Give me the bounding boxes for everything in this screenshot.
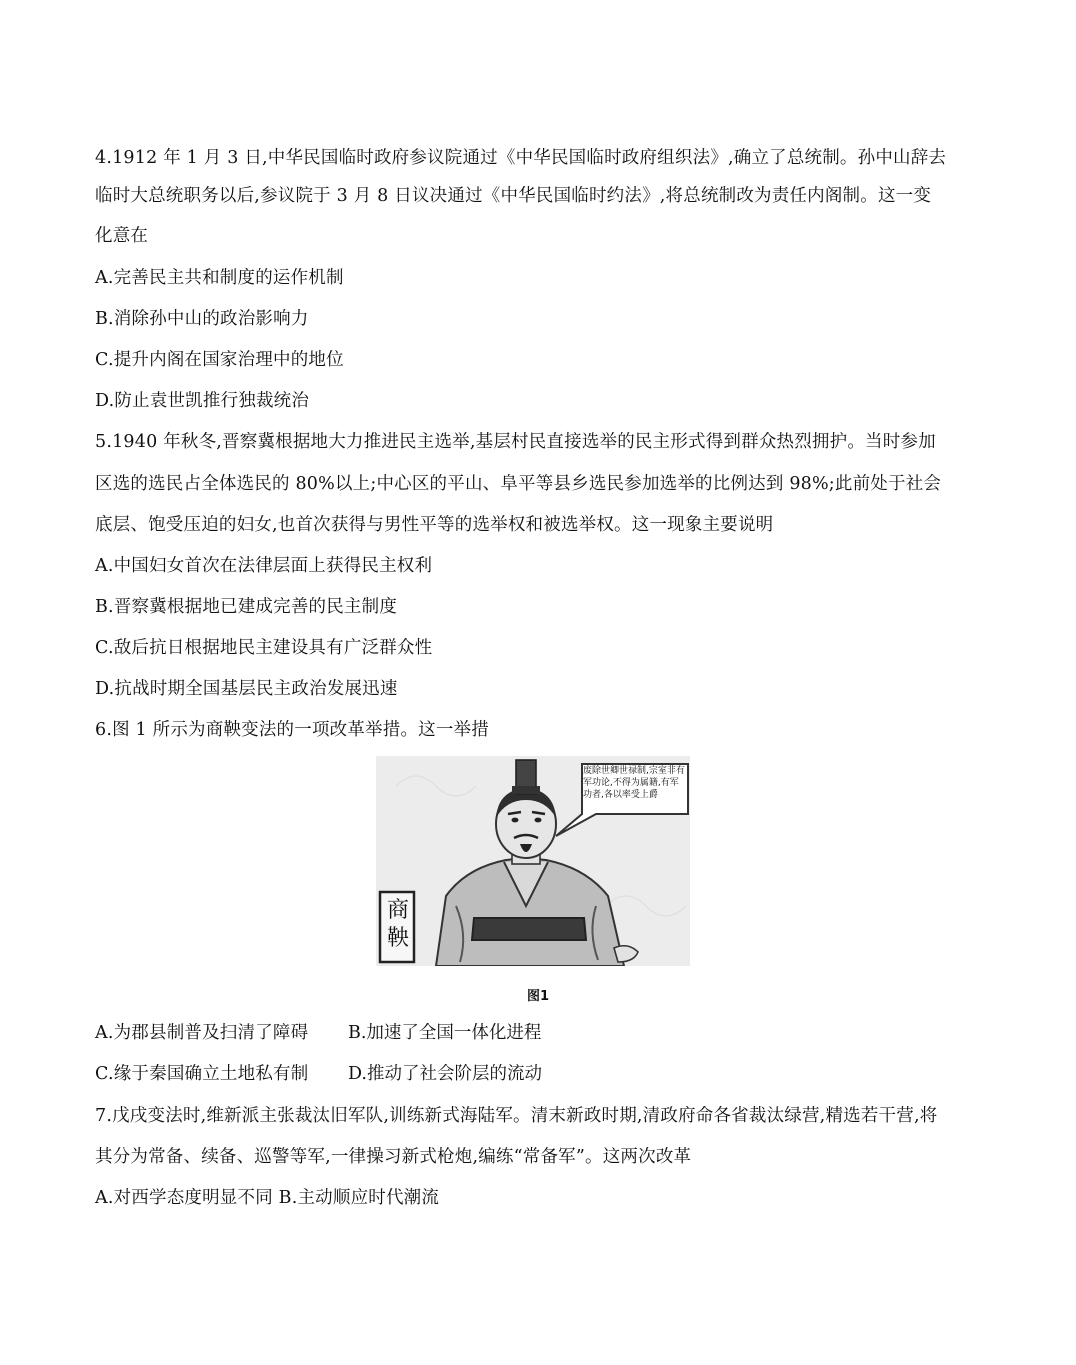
figure-name-label: 商鞅 [386,898,409,951]
q6-option-a: A.为郡县制普及扫清了障碍 [95,1023,309,1043]
q4-stem-line-3: 化意在 [95,226,149,246]
q5-option-d: D.抗战时期全国基层民主政治发展迅速 [95,679,398,699]
q4-option-b: B.消除孙中山的政治影响力 [95,309,309,329]
q4-option-c: C.提升内阁在国家治理中的地位 [95,350,344,370]
q5-stem-line-1: 5.1940 年秋冬,晋察冀根据地大力推进民主选举,基层村民直接选举的民主形式得到群众热烈拥护。当时参加 [95,432,936,452]
q4-stem-line-2: 临时大总统职务以后,参议院于 3 月 8 日议决通过《中华民国临时约法》,将总统制改为责任内阁制。这一变 [95,186,932,206]
q5-option-c: C.敌后抗日根据地民主建设具有广泛群众性 [95,638,433,658]
q5-stem-line-3: 底层、饱受压迫的妇女,也首次获得与男性平等的选举权和被选举权。这一现象主要说明 [95,515,774,535]
q7-options-line: A.对西学态度明显不同 B.主动顺应时代潮流 [95,1188,440,1208]
q4-option-a: A.完善民主共和制度的运作机制 [95,268,344,288]
q6-stem: 6.图 1 所示为商鞅变法的一项改革举措。这一举措 [95,720,489,740]
figure-caption: 图1 [526,989,550,1004]
q6-option-b: B.加速了全国一体化进程 [348,1023,542,1043]
q5-stem-line-2: 区选的选民占全体选民的 80%以上;中心区的平山、阜平等县乡选民参加选举的比例达到 98%;此前处于社会 [95,474,942,494]
q4-option-d: D.防止袁世凯推行独裁统治 [95,391,310,411]
q7-stem-line-1: 7.戊戌变法时,维新派主张裁汰旧军队,训练新式海陆军。清末新政时期,清政府命各省裁汰绿营,精选若干营,将 [95,1106,938,1126]
q5-option-b: B.晋察冀根据地已建成完善的民主制度 [95,597,398,617]
speech-bubble-text: 废除世卿世禄制,宗室非有军功论,不得为属籍,有军功者,各以率受上爵 [583,766,685,800]
q4-stem-line-1: 4.1912 年 1 月 3 日,中华民国临时政府参议院通过《中华民国临时政府组织法》,确立了总统制。孙中山辞去 [95,148,947,168]
q6-option-c: C.缘于秦国确立土地私有制 [95,1064,309,1084]
q5-option-a: A.中国妇女首次在法律层面上获得民主权利 [95,556,433,576]
q7-stem-line-2: 其分为常备、续备、巡警等军,一律操习新式枪炮,编练“常备军”。这两次改革 [95,1147,692,1167]
q6-option-d: D.推动了社会阶层的流动 [348,1064,542,1084]
